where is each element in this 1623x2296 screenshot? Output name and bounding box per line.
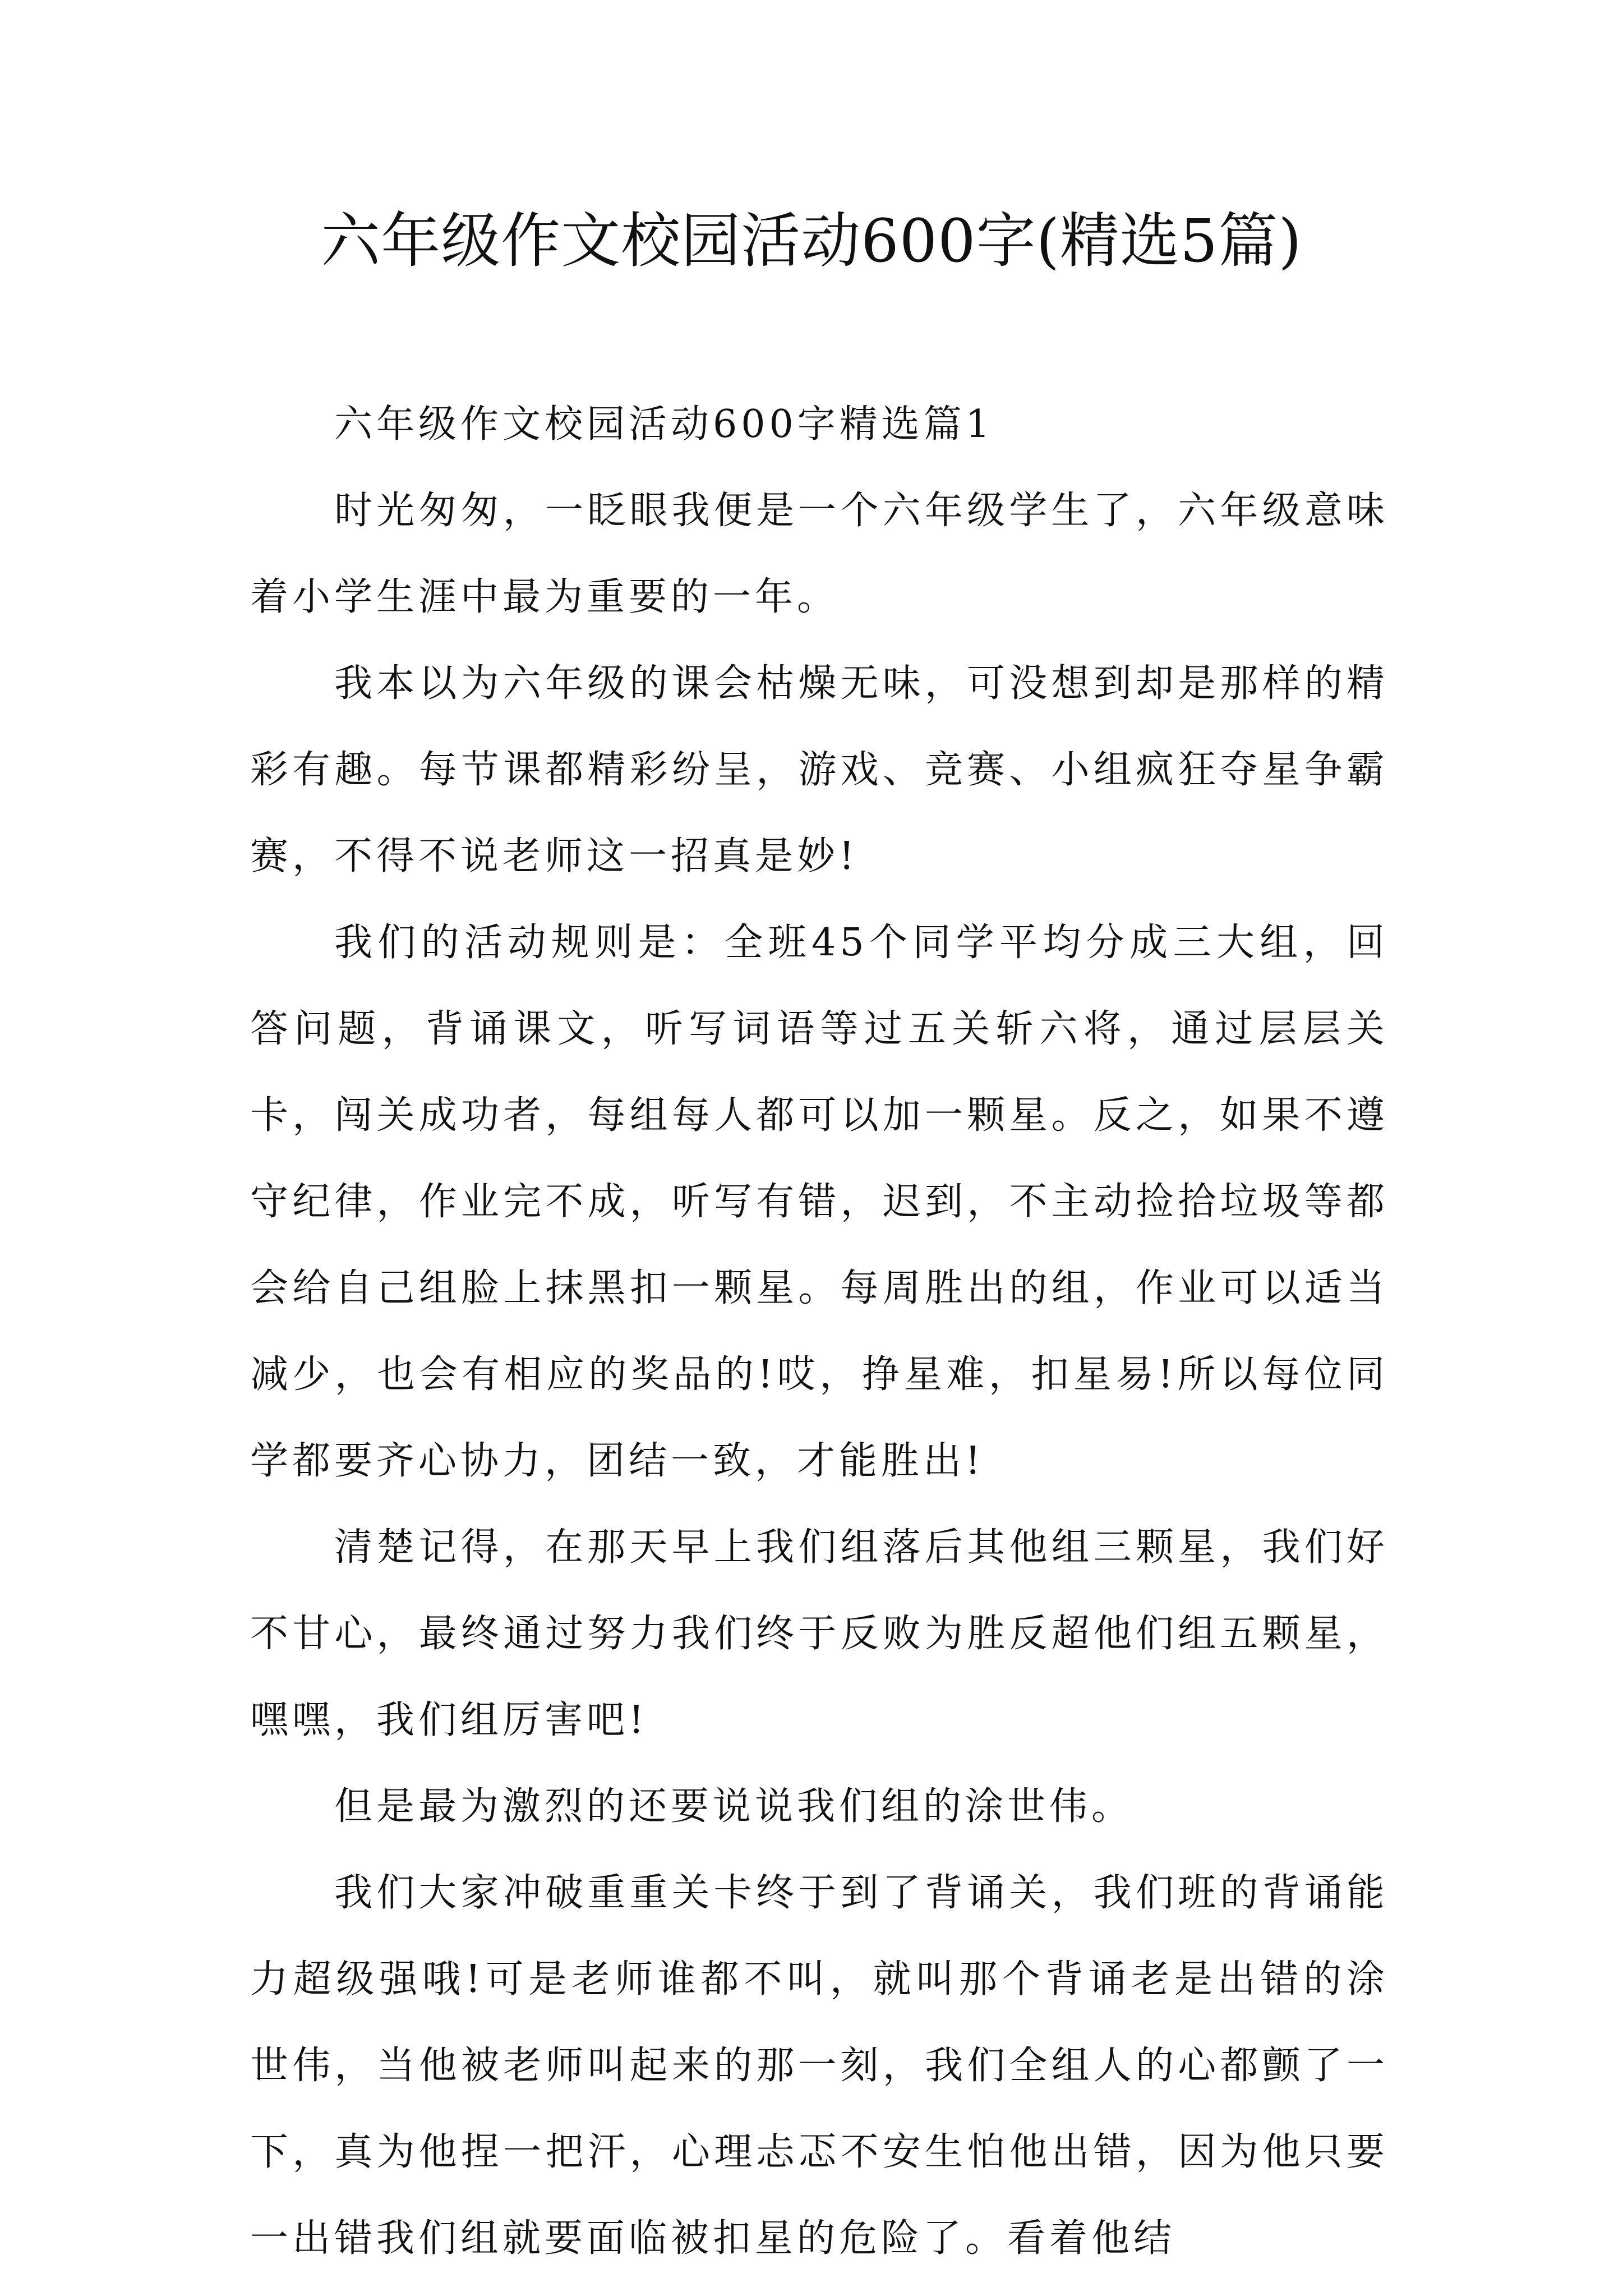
section-heading: 六年级作文校园活动600字精选篇1 — [334, 402, 994, 447]
paragraph: 我们的活动规则是：全班45个同学平均分成三大组，回答问题，背诵课文，听写词语等过五关斩六将，通过层层关卡，闯关成功者，每组每人都可以加一颗星。反之，如果不遵守纪律，作业完不成，听写有错，迟到，不主动捡拾垃圾等都会给自己组脸上抹黑扣一颗星。每周胜出的组，作业可以适当减少，也会有相应的奖品的!哎，挣星难，扣星易!所以每位同学都要齐心协力，团结一致，才能胜出! — [250, 921, 1389, 1483]
paragraph: 我本以为六年级的课会枯燥无味，可没想到却是那样的精彩有趣。每节课都精彩纷呈，游戏、竞赛、小组疯狂夺星争霸赛，不得不说老师这一招真是妙! — [250, 661, 1389, 878]
document-title: 六年级作文校园活动600字(精选5篇) — [321, 206, 1302, 275]
paragraph: 我们大家冲破重重关卡终于到了背诵关，我们班的背诵能力超级强哦!可是老师谁都不叫，就叫那个背诵老是出错的涂世伟，当他被老师叫起来的那一刻，我们全组人的心都颤了一下，真为他捏一把汗，心理忐忑不安生怕他出错，因为他只要一出错我们组就要面临被扣星的危险了。看着他结 — [250, 1871, 1389, 2261]
paragraph: 但是最为激烈的还要说说我们组的涂世伟。 — [334, 1784, 1134, 1829]
paragraph: 清楚记得，在那天早上我们组落后其他组三颗星，我们好不甘心，最终通过努力我们终于反败为胜反超他们组五颗星，嘿嘿，我们组厉害吧! — [250, 1525, 1389, 1742]
paragraph: 时光匆匆，一眨眼我便是一个六年级学生了，六年级意味着小学生涯中最为重要的一年。 — [250, 489, 1389, 619]
document-body — [250, 381, 1389, 2282]
